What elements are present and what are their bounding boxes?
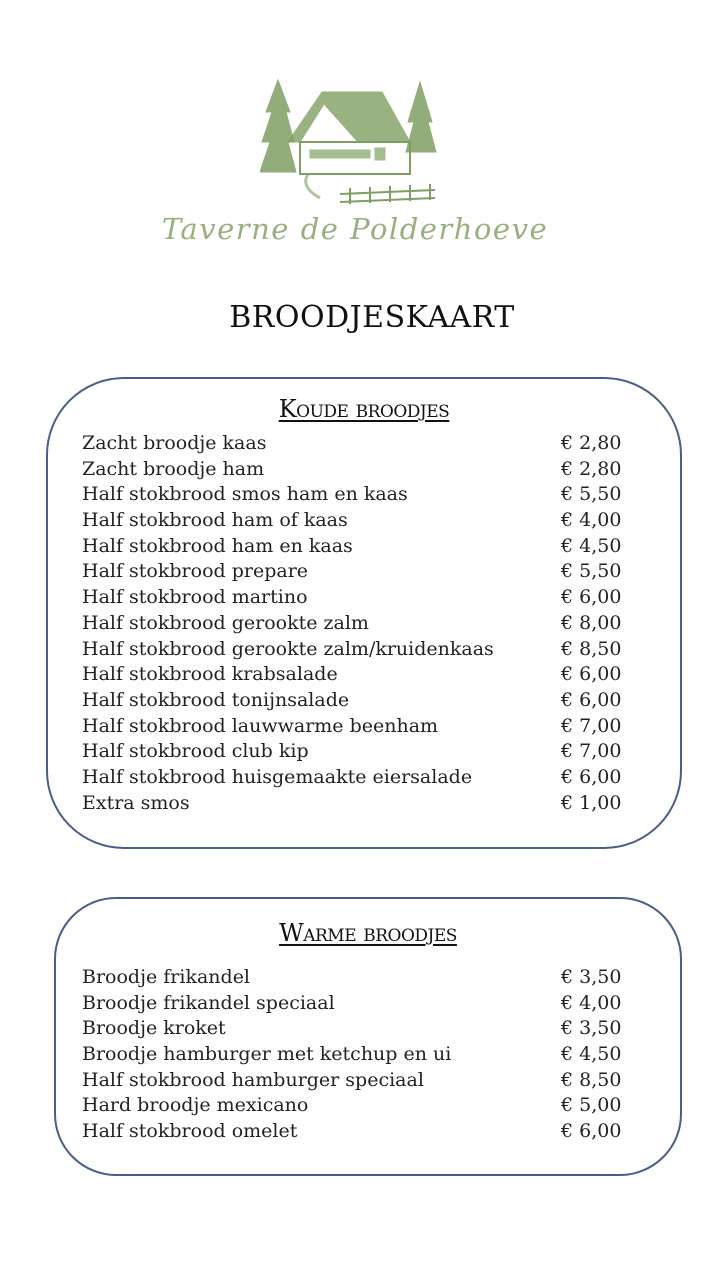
page-title: BROODJESKAART bbox=[229, 300, 515, 335]
item-price: € 6,00 bbox=[561, 663, 622, 686]
menu-item bbox=[56, 1119, 680, 1145]
item-price: € 8,50 bbox=[561, 637, 622, 660]
item-name: Half stokbrood prepare bbox=[82, 560, 309, 583]
menu-item bbox=[48, 585, 680, 611]
item-name: Zacht broodje ham bbox=[82, 457, 265, 480]
item-name: Half stokbrood lauwwarme beenham bbox=[82, 714, 439, 737]
section-title: Warme broodjes bbox=[279, 919, 457, 947]
item-name: Half stokbrood omelet bbox=[82, 1120, 298, 1143]
item-price: € 3,50 bbox=[561, 966, 622, 988]
menu-item bbox=[56, 1093, 680, 1119]
menu-item bbox=[48, 457, 680, 483]
menu-list bbox=[48, 431, 680, 816]
section-title: Koude broodjes bbox=[278, 395, 450, 423]
item-price: € 5,00 bbox=[561, 1094, 622, 1117]
item-name: Broodje kroket bbox=[82, 1017, 226, 1040]
item-name: Broodje frikandel bbox=[82, 966, 251, 988]
item-price: € 8,00 bbox=[561, 611, 622, 634]
menu-item bbox=[48, 765, 680, 791]
item-name: Hard broodje mexicano bbox=[82, 1094, 309, 1117]
item-price: € 4,50 bbox=[561, 534, 622, 557]
menu-item bbox=[48, 482, 680, 508]
item-price: € 6,00 bbox=[561, 688, 622, 711]
warm-sandwiches-section bbox=[54, 897, 682, 1176]
item-price: € 6,00 bbox=[561, 1120, 622, 1143]
menu-item bbox=[48, 637, 680, 663]
menu-item bbox=[48, 508, 680, 534]
restaurant-logo bbox=[150, 72, 560, 260]
item-name: Half stokbrood ham of kaas bbox=[82, 509, 348, 532]
menu-item bbox=[48, 611, 680, 637]
item-name: Half stokbrood smos ham en kaas bbox=[82, 483, 408, 506]
menu-item bbox=[48, 688, 680, 714]
item-name: Broodje frikandel speciaal bbox=[82, 991, 335, 1014]
menu-item bbox=[48, 534, 680, 560]
item-price: € 4,00 bbox=[561, 509, 622, 532]
cold-sandwiches-section bbox=[46, 377, 682, 849]
item-price: € 5,50 bbox=[561, 560, 622, 583]
menu-item bbox=[48, 431, 680, 457]
menu-list bbox=[56, 965, 680, 1145]
item-price: € 8,50 bbox=[561, 1068, 622, 1091]
menu-item bbox=[48, 739, 680, 765]
item-price: € 7,00 bbox=[561, 740, 622, 763]
menu-item bbox=[56, 965, 680, 991]
item-price: € 4,00 bbox=[561, 991, 622, 1014]
item-name: Broodje hamburger met ketchup en ui bbox=[82, 1043, 452, 1066]
item-price: € 5,50 bbox=[561, 483, 622, 506]
logo-text: Taverne de Polderhoeve bbox=[161, 212, 549, 246]
item-name: Half stokbrood gerookte zalm bbox=[82, 611, 369, 634]
item-price: € 6,00 bbox=[561, 586, 622, 609]
menu-item bbox=[56, 1068, 680, 1094]
item-price: € 3,50 bbox=[561, 1017, 622, 1040]
menu-item bbox=[56, 991, 680, 1017]
item-name: Half stokbrood gerookte zalm/kruidenkaas bbox=[82, 637, 494, 660]
menu-item bbox=[56, 1016, 680, 1042]
item-price: € 6,00 bbox=[561, 765, 622, 788]
item-name: Half stokbrood hamburger speciaal bbox=[82, 1068, 424, 1091]
item-name: Half stokbrood huisgemaakte eiersalade bbox=[82, 765, 473, 788]
item-price: € 2,80 bbox=[561, 457, 622, 480]
item-name: Half stokbrood ham en kaas bbox=[82, 534, 353, 557]
item-name: Half stokbrood tonijnsalade bbox=[82, 688, 350, 711]
item-price: € 4,50 bbox=[561, 1043, 622, 1066]
item-name: Half stokbrood martino bbox=[82, 586, 308, 609]
menu-item bbox=[48, 791, 680, 817]
menu-item bbox=[48, 559, 680, 585]
farmhouse-illustration-icon bbox=[260, 72, 440, 207]
menu-item bbox=[56, 1042, 680, 1068]
item-name: Half stokbrood krabsalade bbox=[82, 663, 338, 686]
menu-item bbox=[48, 662, 680, 688]
item-name: Extra smos bbox=[82, 791, 190, 814]
menu-item bbox=[48, 714, 680, 740]
item-price: € 1,00 bbox=[561, 791, 622, 814]
item-price: € 2,80 bbox=[561, 432, 622, 454]
item-name: Half stokbrood club kip bbox=[82, 740, 309, 763]
item-name: Zacht broodje kaas bbox=[82, 432, 267, 454]
item-price: € 7,00 bbox=[561, 714, 622, 737]
